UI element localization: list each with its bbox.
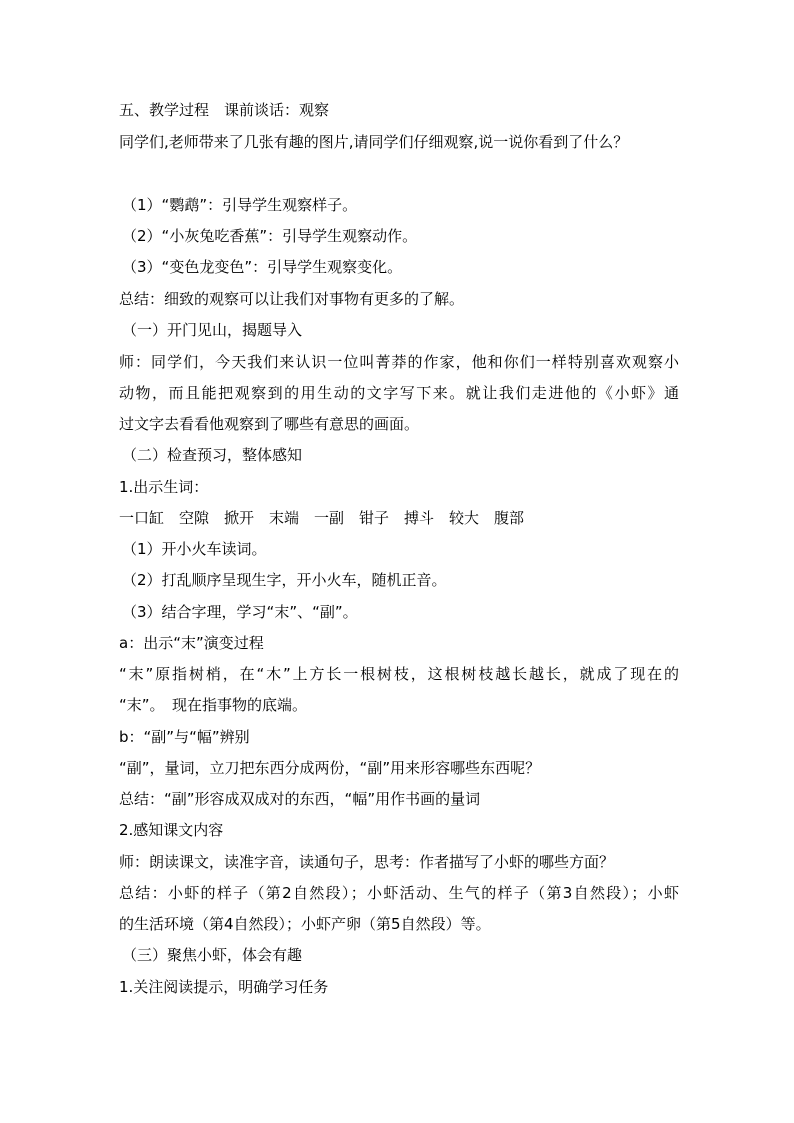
section-heading: 五、教学过程 课前谈话：观察: [119, 101, 330, 119]
paragraph-line: 2.感知课文内容: [119, 821, 224, 839]
paragraph-line: 总结：小虾的样子（第2自然段）；小虾活动、生气的样子（第3自然段）；小虾: [119, 884, 679, 902]
paragraph-line: “副”，量词，立刀把东西分成两份，“副”用来形容哪些东西呢？: [119, 759, 541, 777]
subsection-heading: （三）聚焦小虾，体会有趣: [122, 946, 303, 964]
paragraph-line: “末”原指树梢，在“木”上方长一根树枝，这根树枝越长越长，就成了现在的: [119, 665, 679, 683]
list-item: （1）“鹦鹉”：引导学生观察样子。: [122, 196, 358, 214]
paragraph-line: “末”。 现在指事物的底端。: [119, 696, 308, 714]
list-item: （2）打乱顺序呈现生字，开小火车，随机正音。: [122, 571, 447, 589]
paragraph-line: a：出示“末”演变过程: [119, 634, 264, 652]
list-item: （3）结合字理，学习“末”、“副”。: [122, 603, 358, 621]
paragraph-line: 师：同学们，今天我们来认识一位叫菁莽的作家，他和你们一样特别喜欢观察小: [119, 353, 679, 371]
paragraph-line: 总结：“副”形容成双成对的东西，“幅”用作书画的量词: [119, 790, 481, 808]
paragraph-line: 同学们,老师带来了几张有趣的图片,请同学们仔细观察,说一说你看到了什么？: [119, 133, 629, 151]
paragraph-line: 总结：细致的观察可以让我们对事物有更多的了解。: [119, 290, 465, 308]
paragraph-line: 动物，而且能把观察到的用生动的文字写下来。就让我们走进他的《小虾》通: [119, 384, 679, 402]
paragraph-line: 过文字去看看他观察到了哪些有意思的画面。: [119, 415, 420, 433]
paragraph-line: b：“副”与“幅”辨别: [119, 728, 250, 746]
list-item: （1）开小火车读词。: [122, 540, 267, 558]
paragraph-line: 的生活环境（第4自然段）；小虾产卵（第5自然段）等。: [119, 915, 491, 933]
subsection-heading: （一）开门见山，揭题导入: [122, 321, 303, 339]
subsection-heading: （二）检查预习，整体感知: [122, 446, 303, 464]
vocabulary-line: 一口缸 空隙 掀开 末端 一副 钳子 搏斗 较大 腹部: [119, 509, 525, 527]
paragraph-line: 师：朗读课文，读准字音，读通句子，思考：作者描写了小虾的哪些方面？: [119, 853, 615, 871]
paragraph-line: 1.关注阅读提示，明确学习任务: [119, 978, 329, 996]
paragraph-line: 1.出示生词：: [119, 478, 209, 496]
list-item: （2）“小灰兔吃香蕉”：引导学生观察动作。: [122, 227, 418, 245]
list-item: （3）“变色龙变色”：引导学生观察变化。: [122, 258, 403, 276]
